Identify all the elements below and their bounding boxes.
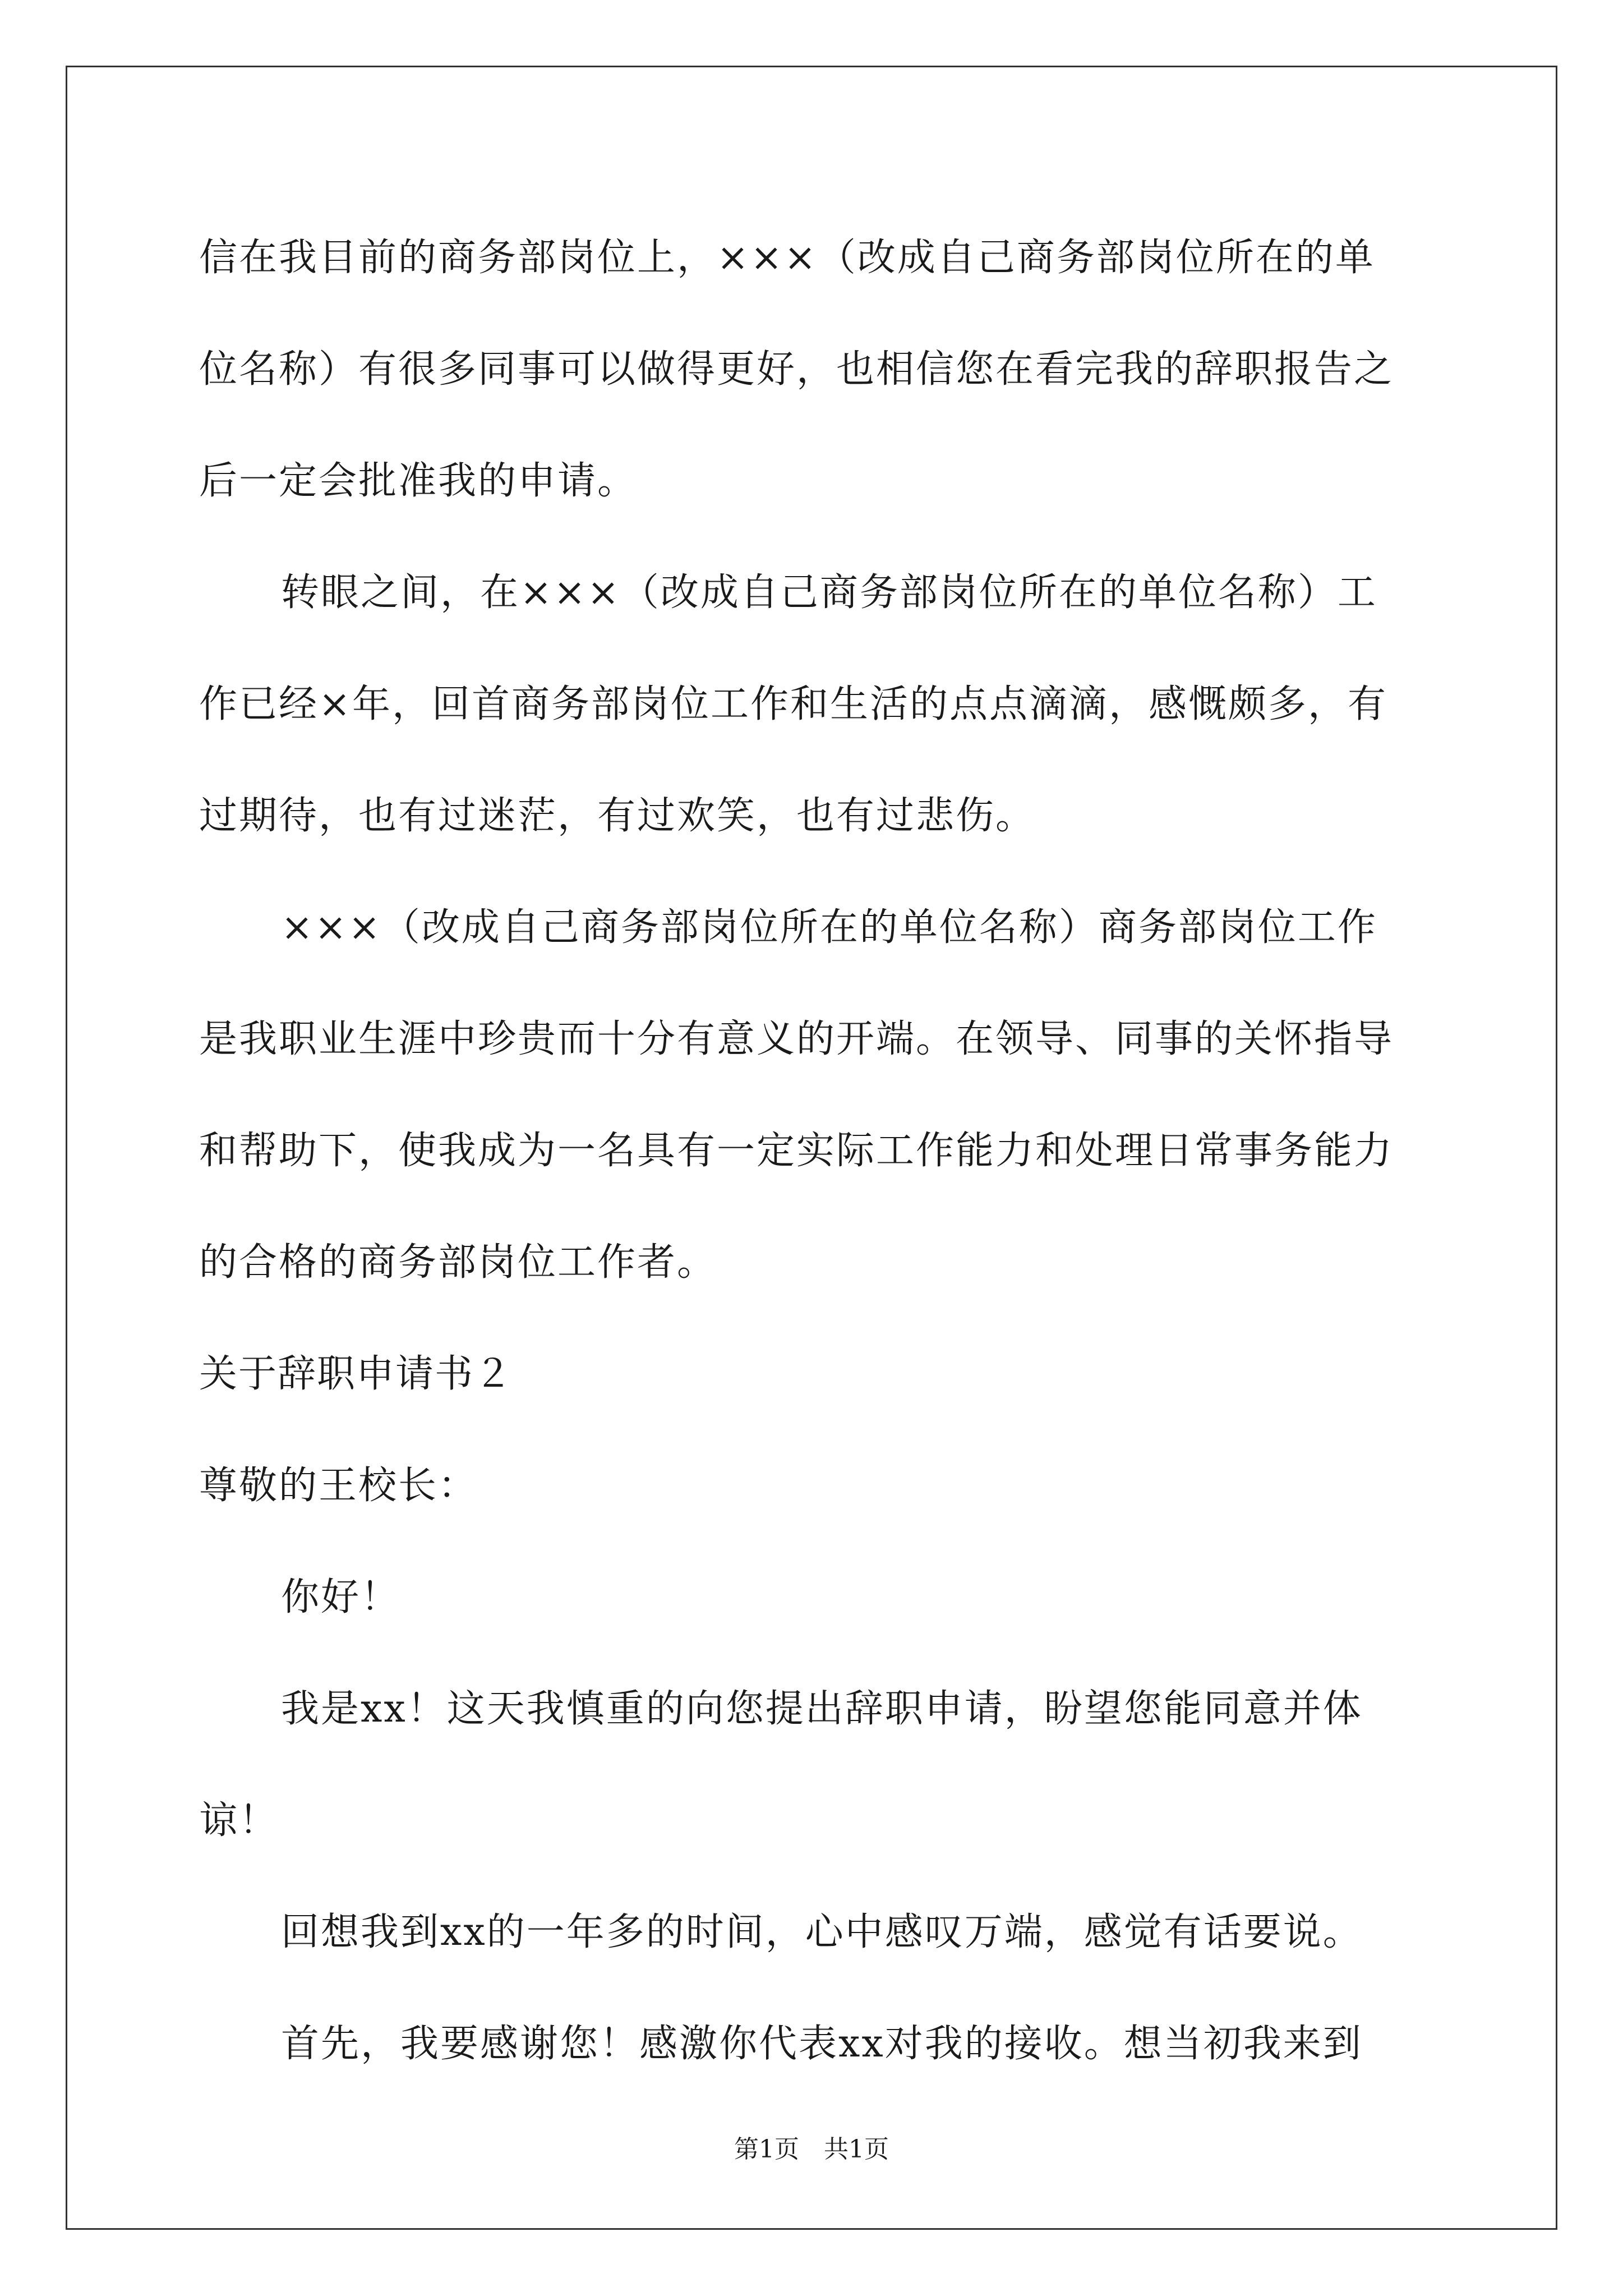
- paragraph-line: 和帮助下，使我成为一名具有一定实际工作能力和处理日常事务能力: [199, 1129, 1394, 1173]
- paragraph-line: ×××（改成自己商务部岗位所在的单位名称）商务部岗位工作: [281, 905, 1377, 950]
- greeting: 你好！: [281, 1575, 401, 1619]
- paragraph-line: 信在我目前的商务部岗位上，×××（改成自己商务部岗位所在的单: [199, 236, 1375, 280]
- paragraph-line: 首先，我要感谢您！感激你代表xx对我的接收。想当初我来到: [281, 2022, 1363, 2066]
- paragraph-line: 是我职业生涯中珍贵而十分有意义的开端。在领导、同事的关怀指导: [199, 1017, 1394, 1061]
- paragraph-line: 的合格的商务部岗位工作者。: [199, 1240, 717, 1285]
- paragraph-line: 谅！: [199, 1798, 279, 1843]
- section-heading: 关于辞职申请书２: [199, 1352, 514, 1396]
- paragraph-line: 转眼之间，在×××（改成自己商务部岗位所在的单位名称）工: [281, 570, 1377, 615]
- paragraph-line: 位名称）有很多同事可以做得更好，也相信您在看完我的辞职报告之: [199, 347, 1394, 392]
- paragraph-line: 我是xx！这天我慎重的向您提出辞职申请，盼望您能同意并体: [281, 1687, 1363, 1731]
- page-number-footer: 第1页 共1页: [734, 2135, 889, 2164]
- paragraph-line: 过期待，也有过迷茫，有过欢笑，也有过悲伤。: [199, 794, 1036, 838]
- document-body: [199, 202, 1433, 2100]
- paragraph-line: 后一定会批准我的申请。: [199, 459, 638, 503]
- paragraph-line: 作已经×年，回首商务部岗位工作和生活的点点滴滴，感慨颇多，有: [199, 682, 1387, 726]
- paragraph-line: 回想我到xx的一年多的时间，心中感叹万端，感觉有话要说。: [281, 1910, 1363, 1954]
- salutation: 尊敬的王校长：: [199, 1464, 478, 1508]
